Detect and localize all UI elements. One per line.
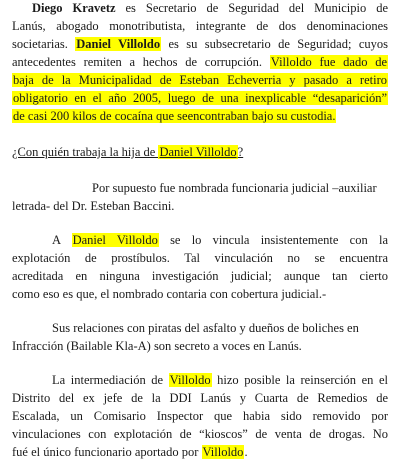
text-run: explotación de prostíbulos. Tal vinculación no se encuentra [12, 251, 388, 265]
paragraph-0-line-3 [12, 54, 388, 72]
paragraph-5-line-1 [12, 390, 388, 408]
paragraph-5-line-4 [12, 444, 248, 462]
text-run: Diego Kravetz [32, 1, 116, 15]
paragraph-1-line-0 [12, 144, 243, 162]
highlighted-text: Villoldo [202, 445, 244, 459]
paragraph-5-line-2 [12, 408, 388, 426]
text-run: antecedentes remiten a hechos de corrupción. [12, 55, 270, 69]
paragraph-4-line-0 [52, 320, 359, 338]
text-run: Lanús, abogado monotributista, integrante de dos denominaciones [12, 19, 388, 33]
text-run: acreditada en ninguna investigación judicial; aunque tan cierto [12, 269, 388, 283]
paragraph-3-line-3 [12, 286, 326, 304]
text-run: Distrito del ex jefe de la DDI Lanús y Cuarta de Remedios de [12, 391, 388, 405]
text-run: . [244, 445, 248, 459]
text-run: vinculaciones con explotación de “kioscos” de venta de drogas. No [12, 427, 388, 441]
paragraph-0-line-6 [12, 108, 336, 126]
paragraph-0-line-5 [12, 90, 388, 108]
text-run: ¿Con quién trabaja la hija de [12, 145, 159, 159]
paragraph-4-line-1 [12, 338, 302, 356]
highlighted-text: Villoldo fue dado de [270, 55, 387, 69]
paragraph-2-line-0 [92, 180, 377, 198]
text-run: Sus relaciones con piratas del asfalto y dueños de boliches en [52, 321, 359, 335]
paragraph-5-line-0 [52, 372, 388, 390]
text-run: La intermediación de [52, 373, 169, 387]
text-run: Escalada, un Comisario Inspector que habia sido removido por [12, 409, 388, 423]
highlighted-text: de casi 200 kilos de cocaína que seencontraban bajo su custodia. [13, 109, 336, 123]
highlighted-text: obligatorio en el año 2005, luego de una inexplicable “desaparición” [13, 91, 387, 105]
highlighted-text: Daniel Villoldo [72, 233, 158, 247]
text-run: A [52, 233, 72, 247]
text-run: ? [237, 145, 244, 159]
paragraph-5-line-3 [12, 426, 388, 444]
text-run: es Secretario de Seguridad del Municipio de [115, 1, 388, 15]
text-run: es su subsecretario de Seguridad; cuyos [161, 37, 388, 51]
text-run: hizo posible la reinserción en el [211, 373, 389, 387]
highlighted-text: baja de la Municipalidad de Esteban Echeverria y pasado a retiro [13, 73, 387, 87]
paragraph-3-line-2 [12, 268, 388, 286]
highlighted-text: Daniel Villoldo [159, 145, 237, 159]
text-run: se lo vincula insistentemente con la [158, 233, 388, 247]
paragraph-2-line-1 [12, 198, 174, 216]
text-run: Por supuesto fue nombrada funcionaria judicial –auxiliar [92, 181, 377, 195]
paragraph-3-line-1 [12, 250, 388, 268]
text-run: como eso es que, el nombrado contaria con cobertura judicial.- [12, 287, 327, 301]
highlighted-text: Daniel Villoldo [76, 37, 161, 51]
text-run: Infracción (Bailable Kla-A) son secreto a voces en Lanús. [12, 339, 302, 353]
paragraph-0-line-0 [32, 0, 388, 18]
paragraph-0-line-1 [12, 18, 388, 36]
paragraph-0-line-2 [12, 36, 388, 54]
paragraph-3-line-0 [52, 232, 388, 250]
text-run: societarias. [12, 37, 76, 51]
text-run: letrada- del Dr. Esteban Baccini. [12, 199, 175, 213]
text-run: fué el único funcionario aportado por [12, 445, 202, 459]
paragraph-0-line-4 [12, 72, 388, 90]
highlighted-text: Villoldo [169, 373, 211, 387]
